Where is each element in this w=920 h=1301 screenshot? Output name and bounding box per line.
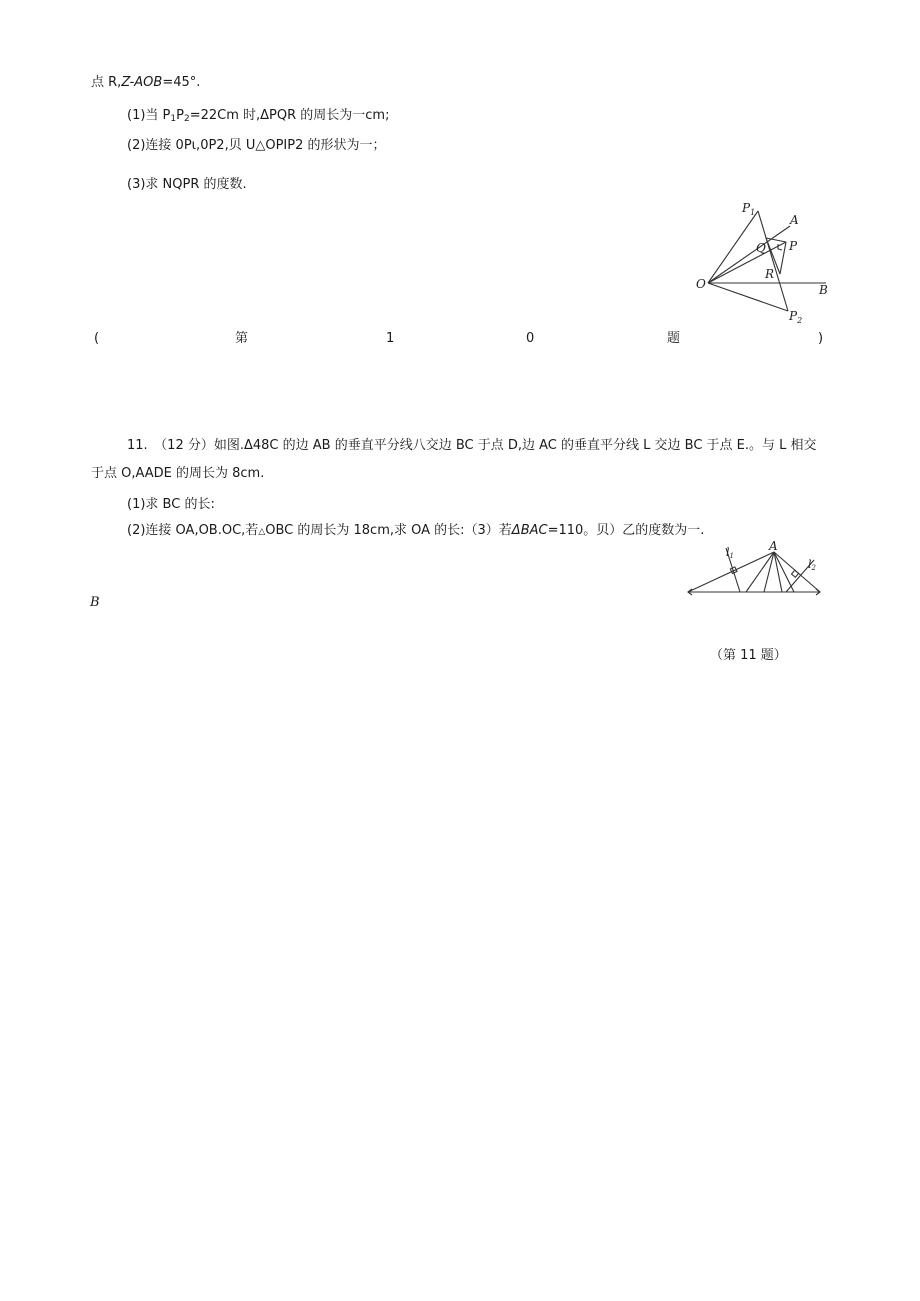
q11-part2 [127,522,704,541]
q11-part2-triangle: △ [258,527,266,537]
q10-caption-digit-1: 1 [386,331,395,346]
q10-caption-di: 第 [235,331,249,346]
q10-figure [690,198,850,328]
q11-part1: (1)求 BC 的长: [127,497,215,512]
q10-label-O: O [696,277,706,291]
q10-intro [91,74,200,92]
q10-part3: (3)求 NQPR 的度数. [127,177,247,192]
q11-stray-label-B: B [90,595,100,610]
q10-part1 [127,107,389,128]
q10-caption-close-paren: ) [818,331,824,346]
q10-caption-ti: 题 [667,331,681,346]
q10-label-B: B [819,283,828,297]
q10-label-P2: $P_2$ [789,309,803,325]
q11-figure [686,540,826,600]
q10-intro-angle: Z-AOB [121,75,163,90]
q11-part2-c: =110。贝）乙的度数为一. [547,523,705,538]
q10-caption-digit-0: 0 [526,331,535,346]
q10-intro-suffix: =45°. [162,75,201,90]
q10-part1-c: =22Cm 时,ΔPQR 的周长为一cm; [189,108,390,123]
q10-part2: (2)连接 0Pι,0P2,贝 U△OPIP2 的形状为一； [127,138,386,153]
q11-part2-b: OBC 的周长为 18cm,求 OA 的长:（3）若 [265,523,512,538]
q11-line2: 于点 O,AADE 的周长为 8cm. [91,466,265,481]
q10-intro-prefix: 点 R, [91,75,122,90]
q10-label-Q: Q [756,241,766,255]
q11-caption: （第 11 题） [710,648,787,663]
q10-caption-open-paren: ( [94,331,100,346]
q11-label-l2: l2 [808,558,816,572]
q10-part1-b: P [176,108,184,123]
q11-label-A: A [769,540,778,553]
q11-line1: 11. （12 分）如图.Δ48C 的边 AB 的垂直平分线八交边 BC 于点 D,边 AC 的垂直平分线 L 交边 BC 于点 E.。与 L 相交 [127,438,817,453]
q10-label-P: P [789,239,798,253]
q10-label-P1: $P_1$ [742,201,756,217]
q10-label-R: R [765,267,775,281]
q11-label-l1: l1 [726,546,734,560]
q10-part1-sub2: 2 [183,114,190,124]
q11-part2-a: (2)连接 OA,OB.OC,若 [127,523,259,538]
q10-label-A: A [790,213,799,227]
q11-part2-angle: ΔBAC [511,523,548,538]
q10-part1-a: (1)当 P [127,108,171,123]
q10-part1-sub1: 1 [170,114,177,124]
